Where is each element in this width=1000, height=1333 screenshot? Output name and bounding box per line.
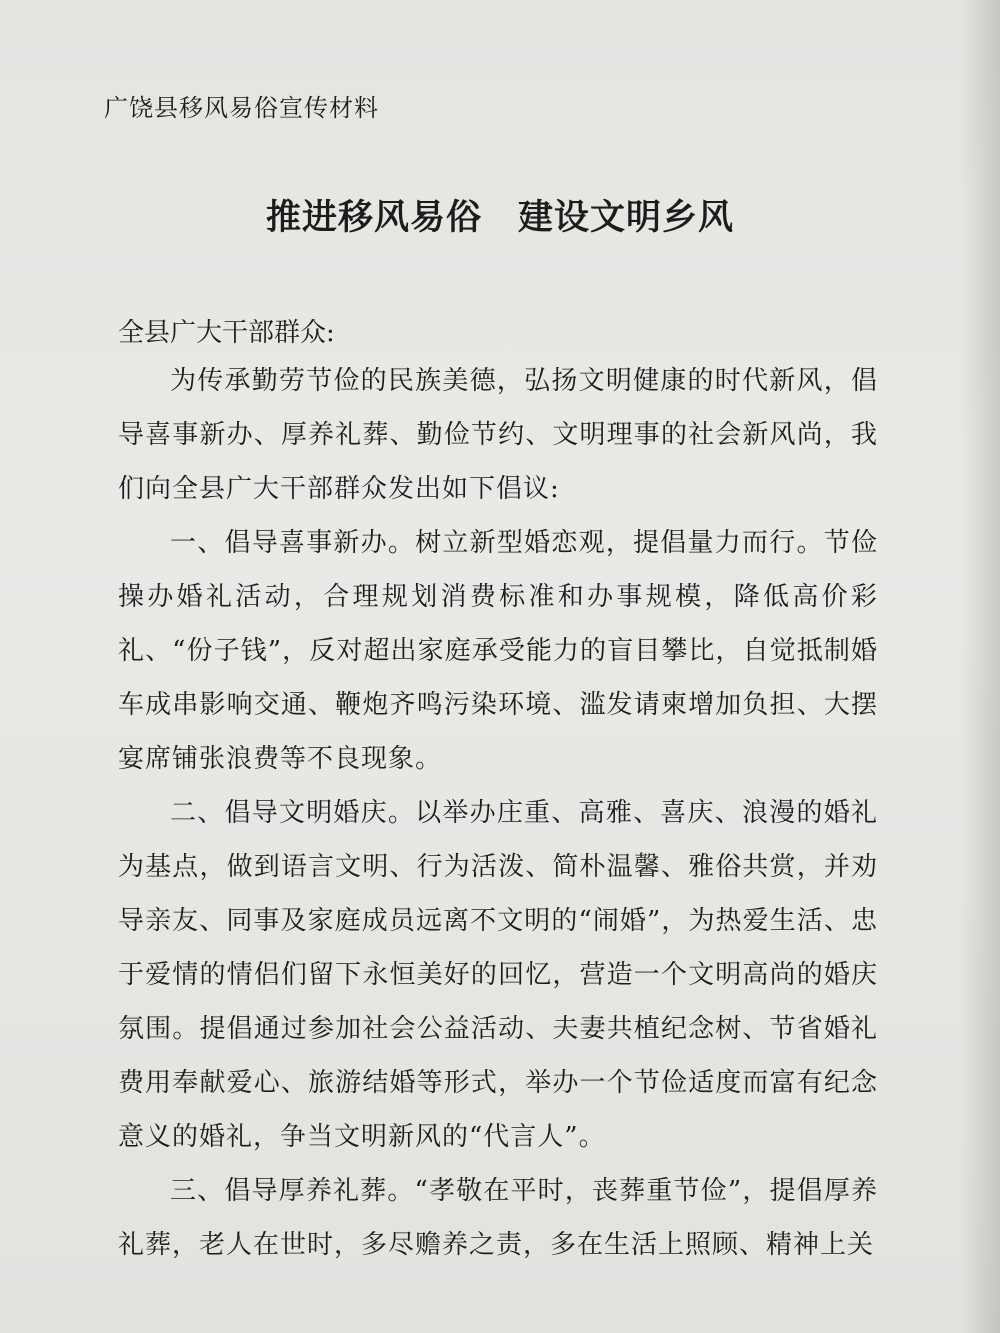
paragraph-2: 二、倡导文明婚庆。以举办庄重、高雅、喜庆、浪漫的婚礼为基点，做到语言文明、行为活泼、简朴温馨、雅俗共赏，并劝导亲友、同事及家庭成员远离不文明的“闹婚”，为热爱生活、忠于爱情的情侣们留下永恒美好的回忆，营造一个文明高尚的婚庆氛围。提倡通过参加社会公益活动、夫妻共植纪念树、节省婚礼费用奉献爱心、旅游结婚等形式，举办一个节俭适度而富有纪念意义的婚礼，争当文明新风的“代言人”。: [118, 798, 878, 1152]
paragraph-intro: 为传承勤劳节俭的民族美德，弘扬文明健康的时代新风，倡导喜事新办、厚养礼葬、勤俭节约、文明理事的社会新风尚，我们向全县广大干部群众发出如下倡议:: [118, 366, 878, 504]
document-header: 广饶县移风易俗宣传材料: [104, 94, 379, 122]
paragraph-1: 一、倡导喜事新办。树立新型婚恋观，提倡量力而行。节俭操办婚礼活动，合理规划消费标准和办事规模，降低高价彩礼、“份子钱”，反对超出家庭承受能力的盲目攀比，自觉抵制婚车成串影响交通、鞭炮齐鸣污染环境、滥发请柬增加负担、大摆宴席铺张浪费等不良现象。: [118, 528, 878, 774]
salutation: 全县广大干部群众:: [118, 318, 335, 348]
document-title: 推进移风易俗 建设文明乡风: [265, 197, 734, 238]
paragraph-3: 三、倡导厚养礼葬。“孝敬在平时，丧葬重节俭”，提倡厚养礼葬，老人在世时，多尽赡养之责，多在生活上照顾、精神上关: [118, 1176, 878, 1260]
document-body: [118, 332, 878, 1272]
